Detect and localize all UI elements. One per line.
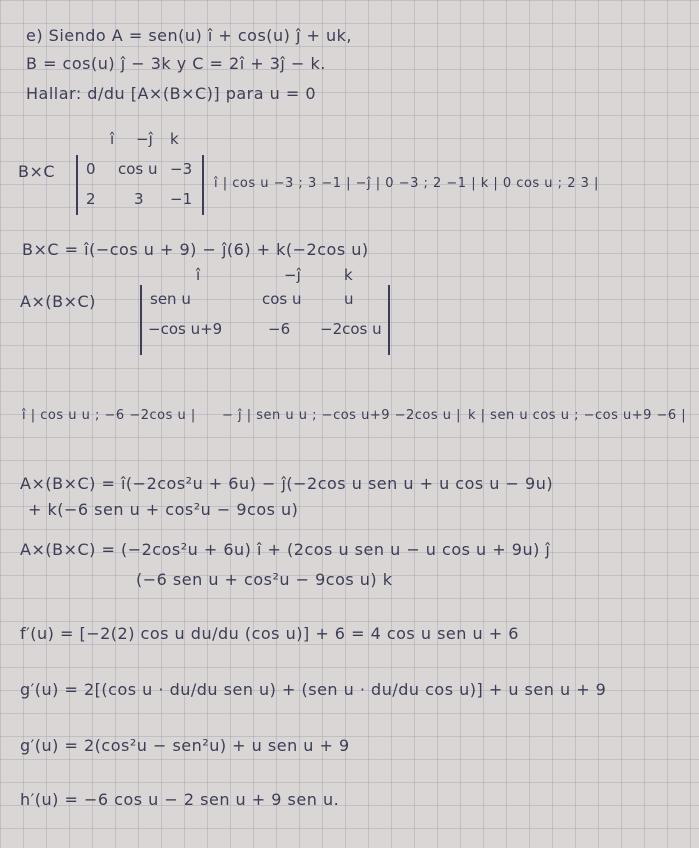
step-f-prime: f′(u) = [−2(2) cos u du/du (cos u)] + 6 = 4 cos u sen u + 6 xyxy=(20,624,519,643)
det1-r1c1: 0 xyxy=(86,160,96,178)
step-1: A×(B×C) = î(−2cos²u + 6u) − ĵ(−2cos u sen u + u cos u − 9u) xyxy=(20,474,554,493)
bxc-result: B×C = î(−cos u + 9) − ĵ(6) + k(−2cos u) xyxy=(22,240,369,259)
det2-label: A×(B×C) xyxy=(20,292,96,311)
det1-expansion: î | cos u −3 ; 3 −1 | −ĵ | 0 −3 ; 2 −1 | k | 0 cos u ; 2 3 | xyxy=(214,176,599,191)
det1-r2c1: 2 xyxy=(86,190,96,208)
det1-left-bar xyxy=(76,155,78,215)
det1-r2c3: −1 xyxy=(170,190,193,208)
det1-header-j: −ĵ xyxy=(136,130,153,148)
step-3: A×(B×C) = (−2cos²u + 6u) î + (2cos u sen u − u cos u + 9u) ĵ xyxy=(20,540,551,559)
det2-expansion-k: k | sen u cos u ; −cos u+9 −6 | xyxy=(468,408,687,423)
det2-r2c3: −2cos u xyxy=(320,320,382,338)
step-h-prime: h′(u) = −6 cos u − 2 sen u + 9 sen u. xyxy=(20,790,340,809)
det1-r1c3: −3 xyxy=(170,160,193,178)
det2-r1c1: sen u xyxy=(150,290,191,308)
step-4: (−6 sen u + cos²u − 9cos u) k xyxy=(136,570,393,589)
det1-r2c2: 3 xyxy=(134,190,144,208)
step-g-prime-1: g′(u) = 2[(cos u · du/du sen u) + (sen u · du/du cos u)] + u sen u + 9 xyxy=(20,680,607,699)
problem-line-3: Hallar: d/du [A×(B×C)] para u = 0 xyxy=(26,84,317,103)
det2-right-bar xyxy=(388,285,390,355)
det1-header-i: î xyxy=(110,130,115,148)
det2-header-i: î xyxy=(196,266,201,284)
det1-r1c2: cos u xyxy=(118,160,158,178)
det1-label: B×C xyxy=(18,162,56,181)
problem-line-1: e) Siendo A = sen(u) î + cos(u) ĵ + uk, xyxy=(26,26,353,45)
step-2: + k(−6 sen u + cos²u − 9cos u) xyxy=(28,500,299,519)
det2-r1c2: cos u xyxy=(262,290,302,308)
det2-left-bar xyxy=(140,285,142,355)
step-g-prime-2: g′(u) = 2(cos²u − sen²u) + u sen u + 9 xyxy=(20,736,350,755)
det2-header-j: −ĵ xyxy=(284,266,301,284)
det2-r2c1: −cos u+9 xyxy=(148,320,223,338)
det1-header-k: k xyxy=(170,130,179,148)
problem-line-2: B = cos(u) ĵ − 3k y C = 2î + 3ĵ − k. xyxy=(26,54,326,73)
det2-header-k: k xyxy=(344,266,353,284)
det2-expansion-i: î | cos u u ; −6 −2cos u | xyxy=(22,408,196,423)
det2-expansion-j: − ĵ | sen u u ; −cos u+9 −2cos u | xyxy=(222,408,462,423)
det2-r1c3: u xyxy=(344,290,354,308)
det1-right-bar xyxy=(202,155,204,215)
det2-r2c2: −6 xyxy=(268,320,291,338)
